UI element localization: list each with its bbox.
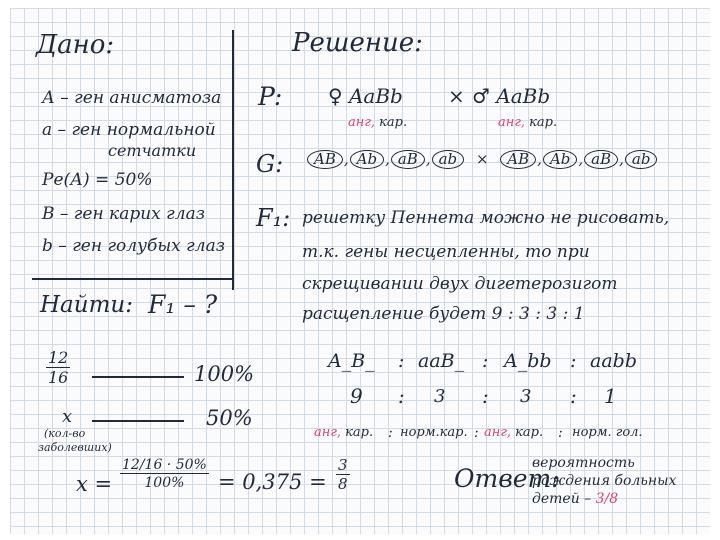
phenotype-pink: анг, xyxy=(484,425,512,440)
ratio-cell: 9 xyxy=(350,384,363,408)
column-divider xyxy=(232,30,234,290)
genotype-cell: A_B_ xyxy=(328,350,375,372)
gamete-left: ab xyxy=(432,150,465,169)
gamete-right: AB xyxy=(500,150,536,169)
equation-result xyxy=(336,458,350,492)
gamete-right: Ab xyxy=(543,150,577,169)
phenotype-text: кар. xyxy=(515,425,544,440)
given-divider xyxy=(32,278,232,280)
gamete-left: aB xyxy=(391,150,425,169)
phenotype-cell xyxy=(572,426,643,439)
phenotype-text: кар. xyxy=(345,425,374,440)
given-line-retina: сетчатки xyxy=(108,141,197,160)
given-line-penetrance: Ре(А) = 50% xyxy=(42,170,153,190)
proportion-pct-2: 50% xyxy=(206,406,253,430)
gamete-right: ab xyxy=(625,150,658,169)
equation-decimal: = 0,375 = xyxy=(218,470,327,494)
phenotype-cell xyxy=(484,426,543,439)
answer-line-text: детей – xyxy=(532,491,592,507)
ratio-sep: : xyxy=(398,384,405,408)
gametes-cross-sign: × xyxy=(475,150,489,168)
proportion-x: x xyxy=(62,406,73,427)
given-line-a-upper: А – ген анисматоза xyxy=(42,88,222,108)
cross-sign: × xyxy=(448,84,465,108)
gametes-label: G: xyxy=(256,150,284,178)
gamete-right: aB xyxy=(584,150,618,169)
male-genotype: ♂ AaBb xyxy=(472,84,551,108)
f1-label: F₁: xyxy=(256,204,291,232)
genotype-sep: : xyxy=(482,350,489,372)
ratio-cell: 1 xyxy=(604,384,617,408)
given-line-b-upper: В – ген карих глаз xyxy=(42,204,205,224)
ratio-sep: : xyxy=(570,384,577,408)
notebook-page xyxy=(10,8,710,534)
genotype-cell: aabb xyxy=(590,350,637,372)
phenotype-cell xyxy=(400,426,468,439)
f1-text-line: решетку Пеннета можно не рисовать, xyxy=(302,208,670,228)
equation-result-num: 3 xyxy=(338,456,348,474)
gamete-left: AB xyxy=(307,150,343,169)
proportion-denominator: 16 xyxy=(48,368,69,387)
ratio-cell: 3 xyxy=(520,386,532,407)
equation-result-den: 8 xyxy=(338,475,348,493)
female-phenotype-text: кар. xyxy=(379,115,408,130)
phenotype-text: норм. гол. xyxy=(572,425,643,440)
equation-denominator: 100% xyxy=(144,475,185,491)
genotype-cell: aaB_ xyxy=(418,350,465,372)
female-phenotype xyxy=(348,116,407,129)
parents-label: P: xyxy=(258,82,283,111)
gamete-left: Ab xyxy=(350,150,384,169)
proportion-note-1: (кол-во xyxy=(44,427,86,440)
phenotype-sep: : xyxy=(558,425,563,441)
gametes-row: AB , Ab , aB , ab × AB , Ab , aB , ab xyxy=(306,150,658,169)
answer-line: вероятность xyxy=(532,455,635,471)
proportion-dash-2 xyxy=(92,420,184,422)
genotype-sep: : xyxy=(570,350,577,372)
ratio-cell: 3 xyxy=(434,386,446,407)
f1-text-line: расщепление будет 9 : 3 : 3 : 1 xyxy=(302,304,585,324)
answer-line: рождения больных xyxy=(532,473,677,489)
answer-value: 3/8 xyxy=(595,491,619,507)
answer-label: Ответ: xyxy=(454,464,560,493)
solution-title: Решение: xyxy=(292,28,423,58)
male-phenotype-text: кар. xyxy=(529,115,558,130)
female-genotype: ♀ AaBb xyxy=(328,84,403,108)
genotype-cell: A_bb xyxy=(504,350,552,372)
phenotype-sep: : xyxy=(388,425,393,441)
male-phenotype-pink: анг, xyxy=(498,115,526,130)
equation-lhs: x = xyxy=(76,472,113,496)
male-phenotype xyxy=(498,116,557,129)
proportion-numerator: 12 xyxy=(48,348,69,367)
proportion-note-2: заболевших) xyxy=(38,441,112,454)
phenotype-pink: анг, xyxy=(314,425,342,440)
given-line-b-lower: b – ген голубых глаз xyxy=(42,236,225,256)
phenotype-text: норм.кар. xyxy=(400,425,468,440)
phenotype-cell xyxy=(314,426,373,439)
f1-text-line: скрещивании двух дигетерозигот xyxy=(302,274,618,294)
f1-text-line: т.к. гены несцепленны, то при xyxy=(302,242,590,262)
given-line-a-lower: а – ген нормальной xyxy=(42,120,216,140)
given-title: Дано: xyxy=(36,30,115,60)
equation-fraction xyxy=(120,458,209,490)
find-value: F₁ – ? xyxy=(148,290,218,319)
proportion-fraction xyxy=(46,350,70,386)
genotype-sep: : xyxy=(398,350,405,372)
proportion-pct-1: 100% xyxy=(194,362,255,386)
female-phenotype-pink: анг, xyxy=(348,115,376,130)
find-label: Найти: xyxy=(40,292,133,318)
answer-line xyxy=(532,492,618,506)
equation-numerator: 12/16 · 50% xyxy=(122,457,207,473)
phenotype-sep: : xyxy=(474,425,479,441)
ratio-sep: : xyxy=(482,384,489,408)
proportion-dash-1 xyxy=(92,376,184,378)
